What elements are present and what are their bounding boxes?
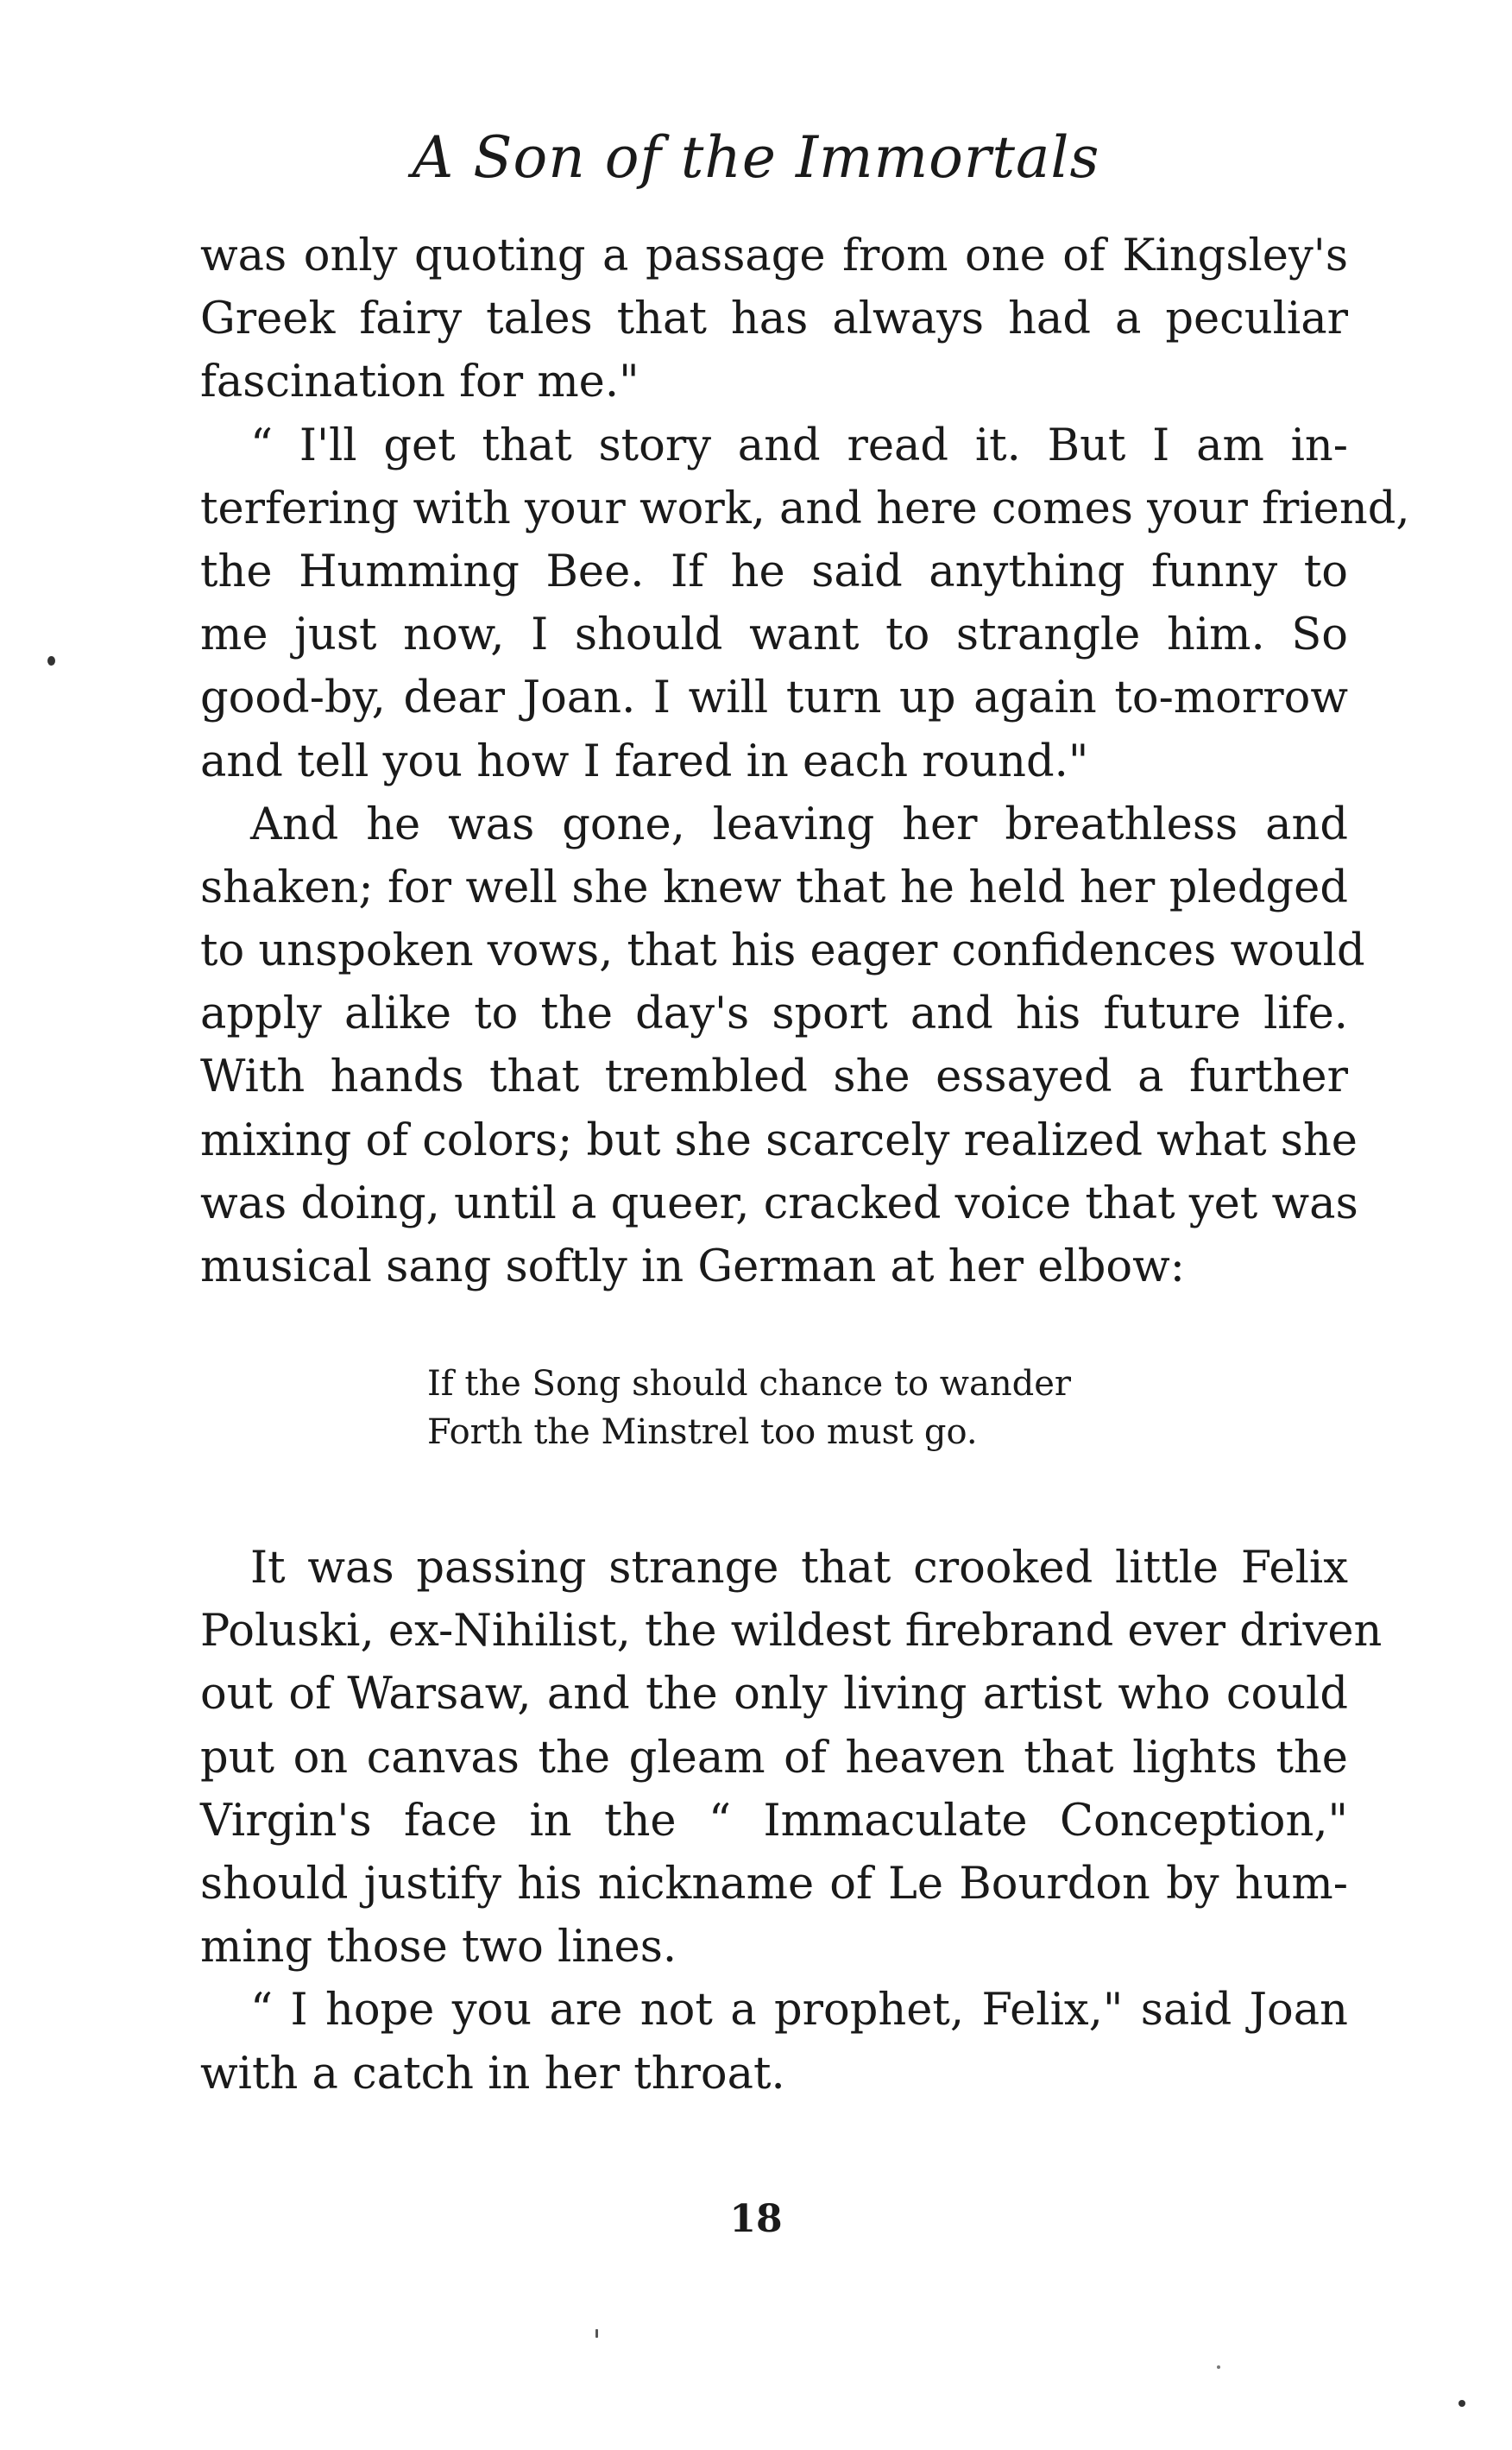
text-line: “ I hope you are not a prophet, Felix," said Joan (250, 1985, 1348, 2036)
text-line: apply alike to the day's sport and his future life. (200, 988, 1348, 1040)
verse-line: If the Song should chance to wander (427, 1364, 1072, 1404)
running-head: A Son of the Immortals (412, 124, 1100, 191)
text-line: should justify his nickname of Le Bourdon by hum- (200, 1858, 1348, 1910)
page-number: 18 (729, 2197, 783, 2241)
text-line: ming those two lines. (200, 1922, 677, 1973)
verse-quote (427, 1360, 1071, 1456)
text-line: Virgin's face in the “ Immaculate Conception," (200, 1795, 1348, 1847)
text-line: me just now, I should want to strangle him. So (200, 609, 1348, 661)
text-line: and tell you how I fared in each round." (200, 736, 1089, 787)
text-line: And he was gone, leaving her breathless and (250, 799, 1348, 850)
text-line: Poluski, ex-Nihilist, the wildest firebrand ever driven (200, 1606, 1383, 1658)
text-line: It was passing strange that crooked little Felix (250, 1543, 1348, 1594)
text-line: with a catch in her throat. (200, 2048, 785, 2100)
text-line: shaken; for well she knew that he held her pledged (200, 862, 1348, 913)
text-line: was only quoting a passage from one of Kingsley's (200, 230, 1348, 281)
text-line: out of Warsaw, and the only living artist who could (200, 1669, 1348, 1721)
text-line: “ I'll get that story and read it. But I am in- (250, 420, 1348, 471)
text-block-2 (200, 1537, 1383, 2106)
text-line: terfering with your work, and here comes your friend, (200, 483, 1410, 534)
scan-speck (1458, 2400, 1465, 2407)
scan-speck (595, 2329, 598, 2338)
text-line: the Humming Bee. If he said anything funny to (200, 546, 1348, 597)
text-line: was doing, until a queer, cracked voice that yet was (200, 1178, 1358, 1229)
text-line: to unspoken vows, that his eager confidences would (200, 925, 1365, 977)
text-line: mixing of colors; but she scarcely realized what she (200, 1114, 1358, 1166)
text-line: musical sang softly in German at her elbow: (200, 1241, 1185, 1292)
scan-speck (47, 656, 55, 666)
text-line: good-by, dear Joan. I will turn up again to-morrow (200, 672, 1348, 724)
verse-line: Forth the Minstrel too must go. (427, 1412, 978, 1452)
text-line: With hands that trembled she essayed a further (200, 1051, 1348, 1103)
text-line: Greek fairy tales that has always had a peculiar (200, 294, 1348, 345)
scan-speck (1217, 2365, 1220, 2369)
text-line: put on canvas the gleam of heaven that lights the (200, 1732, 1348, 1784)
text-block-1 (200, 224, 1410, 1298)
text-line: fascination for me." (200, 357, 639, 408)
